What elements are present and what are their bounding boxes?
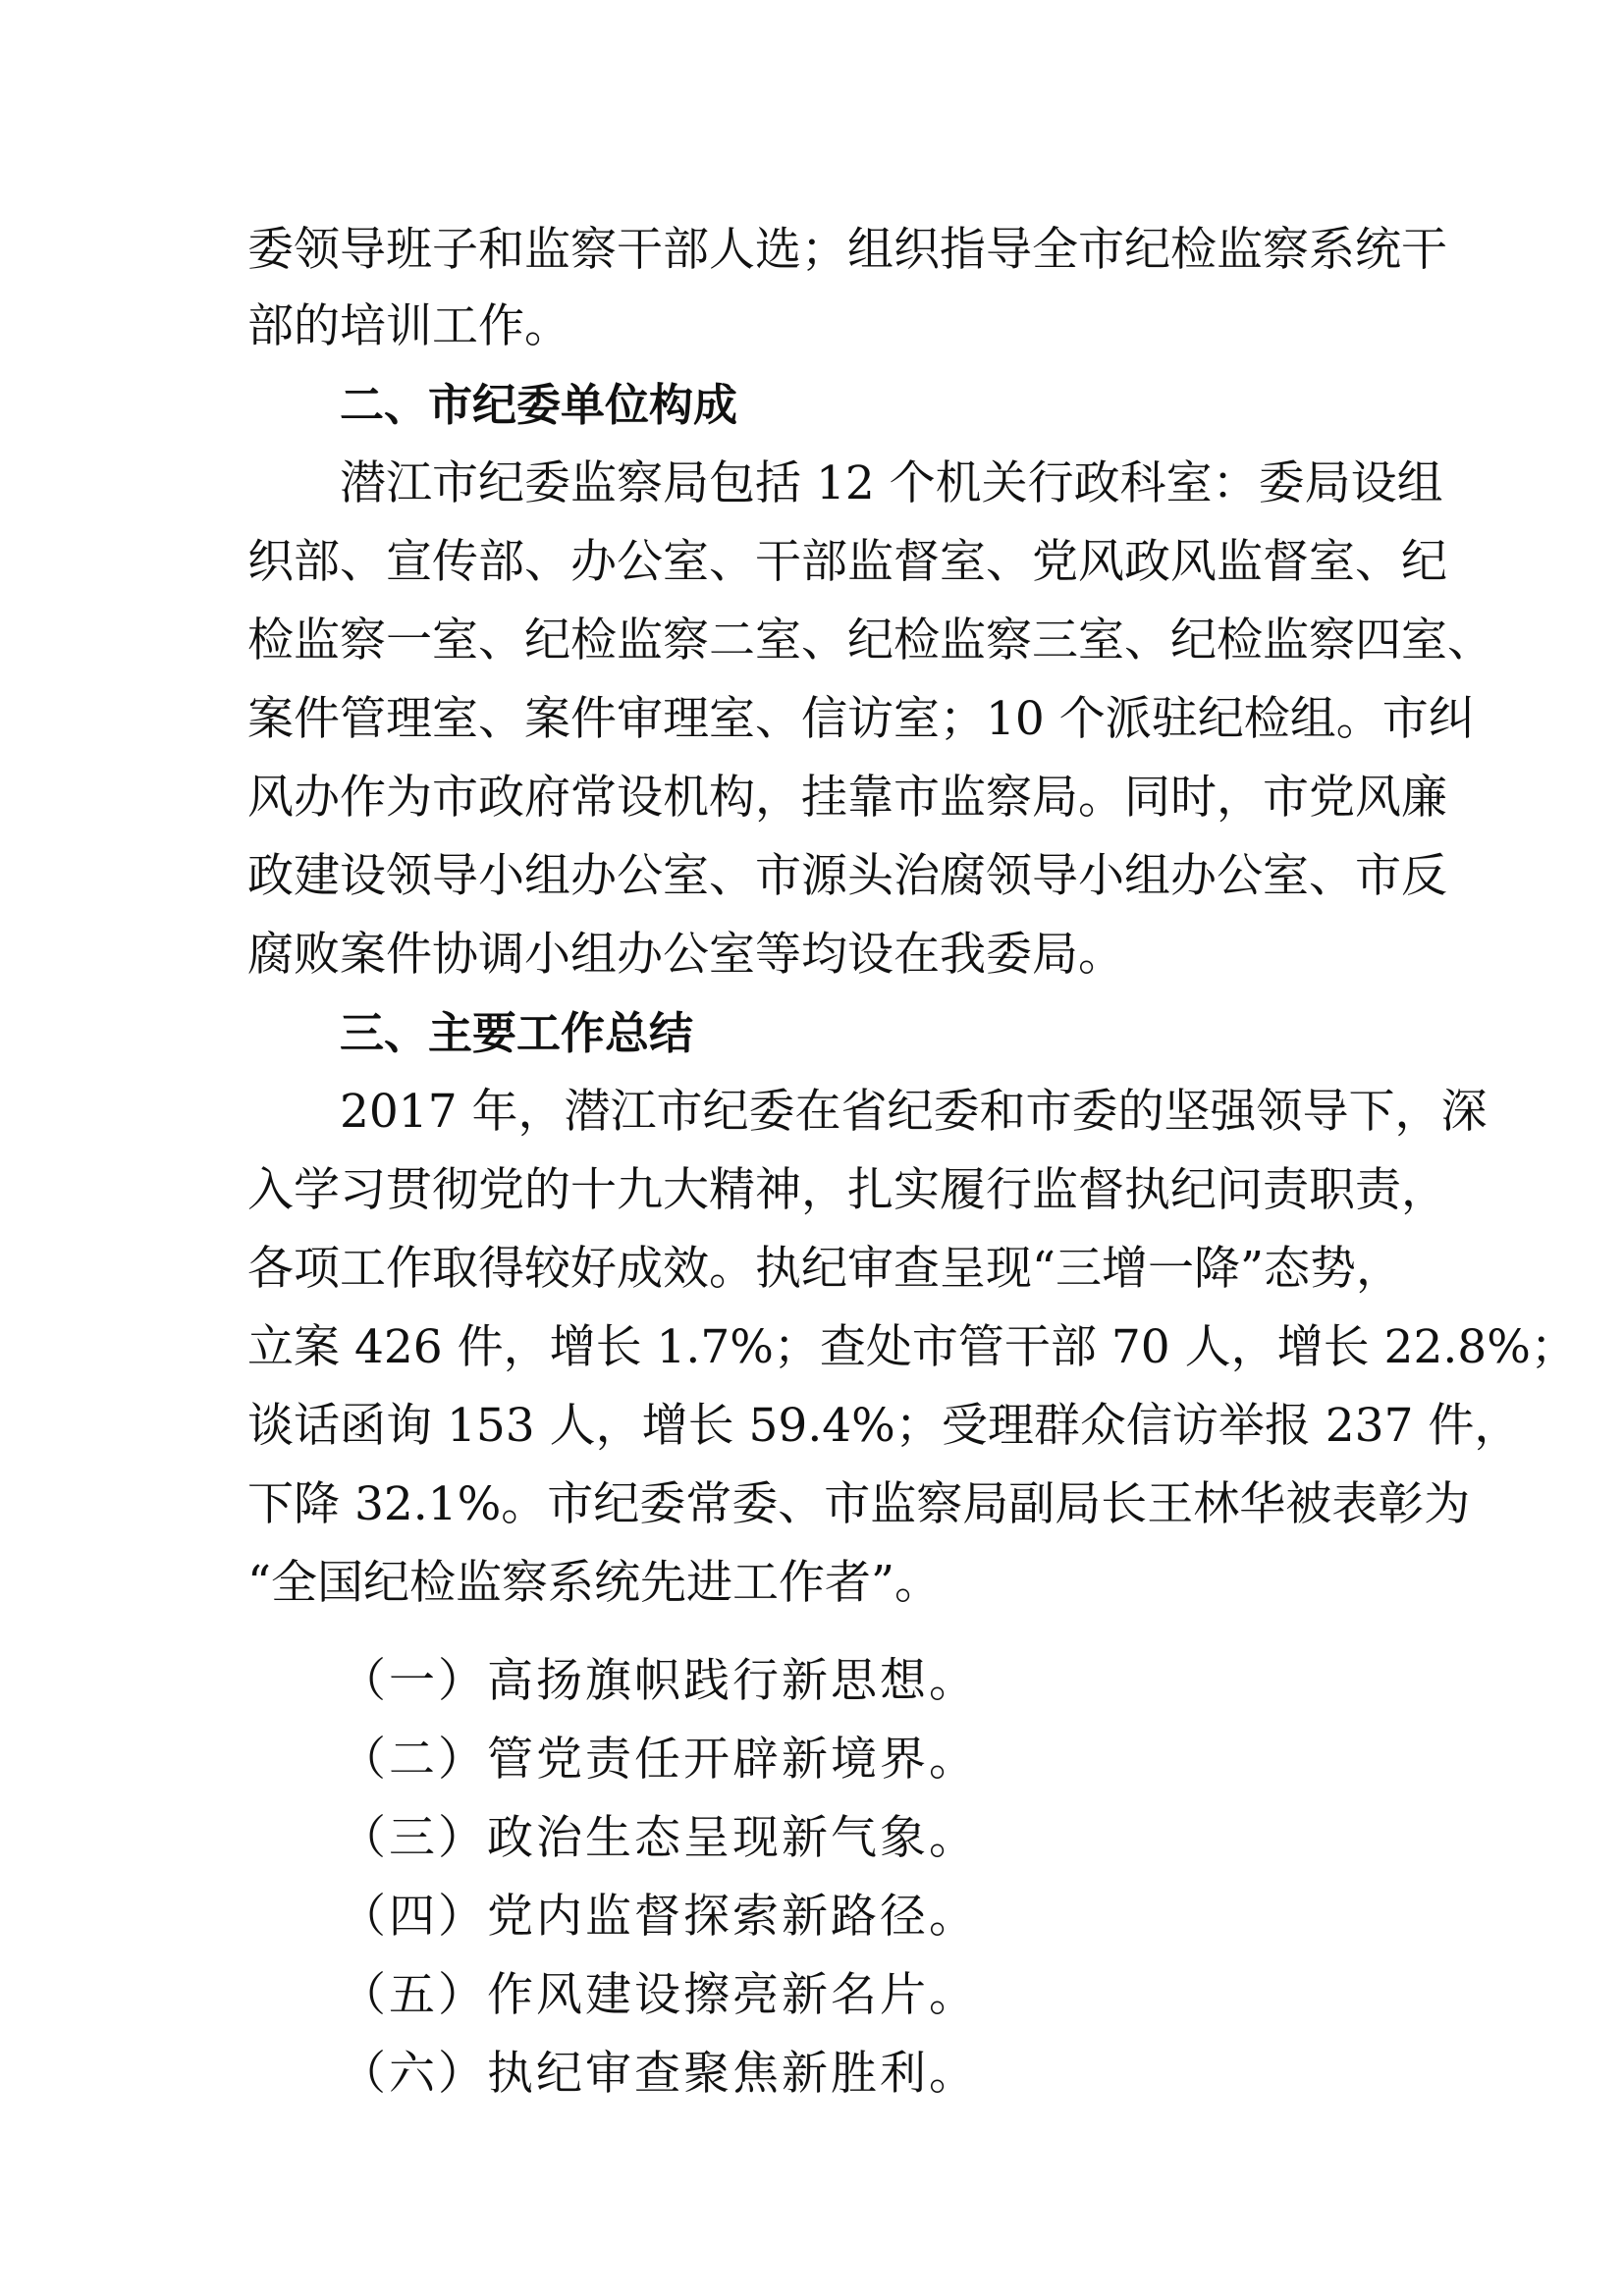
paragraph-line: 潜江市纪委监察局包括 12 个机关行政科室：委局设组 <box>340 456 1443 510</box>
list-item: （三）政治生态呈现新气象。 <box>340 1811 978 1865</box>
list-item: （五）作风建设擦亮新名片。 <box>340 1968 978 2022</box>
paragraph-line: 案件管理室、案件审理室、信访室；10 个派驻纪检组。市纠 <box>247 692 1475 746</box>
paragraph-line: 织部、宣传部、办公室、干部监督室、党风政风监督室、纪 <box>247 535 1447 589</box>
list-item: （四）党内监督探索新路径。 <box>340 1890 978 1944</box>
paragraph-line: 部的培训工作。 <box>247 299 570 353</box>
list-item: （一）高扬旗帜践行新思想。 <box>340 1654 978 1708</box>
paragraph-line: 检监察一室、纪检监察二室、纪检监察三室、纪检监察四室、 <box>247 614 1493 667</box>
section-heading: 三、主要工作总结 <box>340 1007 694 1059</box>
paragraph-line: 谈话函询 153 人，增长 59.4%；受理群众信访举报 237 件， <box>247 1399 1521 1453</box>
list-item: （六）执纪审查聚焦新胜利。 <box>340 2047 978 2101</box>
paragraph-line: 入学习贯彻党的十九大精神，扎实履行监督执纪问责职责， <box>247 1163 1447 1217</box>
paragraph-line: 立案 426 件，增长 1.7%；查处市管干部 70 人，增长 22.8%； <box>247 1320 1577 1374</box>
paragraph-line: 各项工作取得较好成效。执纪审查呈现“三增一降”态势， <box>247 1242 1403 1296</box>
paragraph-line: 委领导班子和监察干部人选；组织指导全市纪检监察系统干 <box>247 223 1447 277</box>
paragraph-line: 腐败案件协调小组办公室等均设在我委局。 <box>247 928 1124 982</box>
paragraph-line: 下降 32.1%。市纪委常委、市监察局副局长王林华被表彰为 <box>247 1477 1471 1531</box>
paragraph-line: 2017 年，潜江市纪委在省纪委和市委的坚强领导下，深 <box>340 1085 1488 1139</box>
list-item: （二）管党责任开辟新境界。 <box>340 1733 978 1787</box>
paragraph-line: 风办作为市政府常设机构，挂靠市监察局。同时，市党风廉 <box>247 771 1447 825</box>
section-heading: 二、市纪委单位构成 <box>340 379 738 431</box>
paragraph-line: “全国纪检监察系统先进工作者”。 <box>247 1556 942 1610</box>
paragraph-line: 政建设领导小组办公室、市源头治腐领导小组办公室、市反 <box>247 849 1447 903</box>
